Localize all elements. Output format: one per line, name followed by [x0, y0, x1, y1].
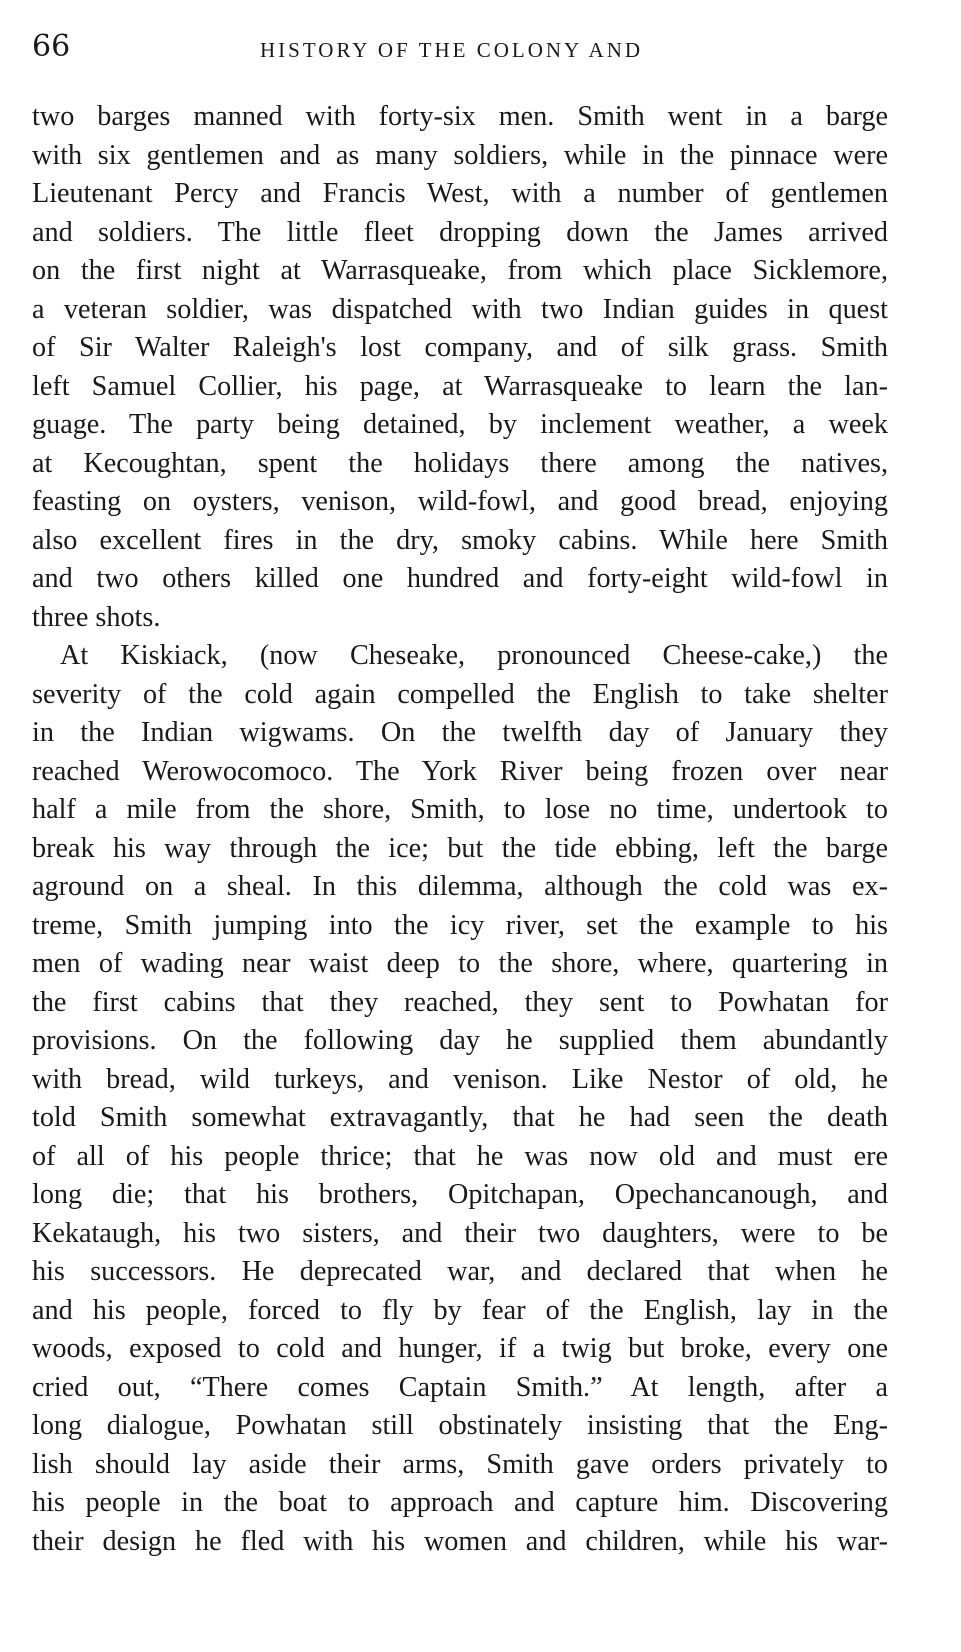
- text-line: the first cabins that they reached, they sent to Powhatan for: [32, 986, 888, 1018]
- text-line: aground on a sheal. In this dilemma, although the cold was ex-: [32, 871, 888, 902]
- text-line: feasting on oysters, venison, wild-fowl, and good bread, enjoying: [32, 486, 888, 517]
- text-line: severity of the cold again compelled the English to take shelter: [32, 678, 888, 710]
- text-line: cried out, “There comes Captain Smith.” At length, after a: [32, 1371, 888, 1403]
- body-text: [32, 98, 888, 1561]
- text-line: with six gentlemen and as many soldiers, while in the pinnace were: [32, 139, 888, 171]
- text-line: treme, Smith jumping into the icy river, set the example to his: [32, 909, 888, 941]
- text-line: long die; that his brothers, Opitchapan, Opechancanough, and: [32, 1179, 888, 1210]
- text-line: guage. The party being detained, by inclement weather, a week: [32, 409, 888, 440]
- text-line: men of wading near waist deep to the shore, where, quartering in: [32, 948, 888, 979]
- text-line: and soldiers. The little fleet dropping down the James arrived: [32, 216, 888, 248]
- text-line: his successors. He deprecated war, and declared that when he: [32, 1256, 888, 1287]
- text-line: break his way through the ice; but the tide ebbing, left the barge: [32, 832, 888, 864]
- text-line: and two others killed one hundred and forty-eight wild-fowl in: [32, 563, 888, 594]
- text-line: half a mile from the shore, Smith, to lose no time, undertook to: [32, 794, 888, 825]
- text-line: Kekataugh, his two sisters, and their two daughters, were to be: [32, 1217, 888, 1249]
- text-line: at Kecoughtan, spent the holidays there among the natives,: [32, 447, 888, 479]
- text-line: lish should lay aside their arms, Smith gave orders privately to: [32, 1448, 888, 1480]
- text-line: a veteran soldier, was dispatched with two Indian guides in quest: [32, 293, 888, 325]
- text-line: their design he fled with his women and children, while his war-: [32, 1525, 888, 1557]
- text-line: two barges manned with forty-six men. Smith went in a barge: [32, 101, 888, 132]
- text-line: of Sir Walter Raleigh's lost company, and of silk grass. Smith: [32, 332, 888, 363]
- text-line: with bread, wild turkeys, and venison. Like Nestor of old, he: [32, 1063, 888, 1095]
- text-line: provisions. On the following day he supplied them abundantly: [32, 1025, 888, 1056]
- paragraph-start-line: At Kiskiack, (now Cheseake, pronounced Cheese-cake,) the: [60, 640, 888, 671]
- paragraph-end-line: three shots.: [32, 601, 161, 633]
- text-line: long dialogue, Powhatan still obstinately insisting that the Eng-: [32, 1410, 888, 1441]
- text-line: told Smith somewhat extravagantly, that he had seen the death: [32, 1102, 888, 1133]
- text-line: in the Indian wigwams. On the twelfth day of January they: [32, 717, 888, 748]
- running-head: HISTORY OF THE COLONY AND: [260, 38, 644, 62]
- text-line: on the first night at Warrasqueake, from which place Sicklemore,: [32, 255, 888, 286]
- text-line: his people in the boat to approach and capture him. Discovering: [32, 1487, 888, 1518]
- text-line: and his people, forced to fly by fear of the English, lay in the: [32, 1294, 888, 1326]
- page-number: 66: [32, 29, 71, 64]
- text-line: also excellent fires in the dry, smoky cabins. While here Smith: [32, 524, 888, 556]
- text-line: Lieutenant Percy and Francis West, with a number of gentlemen: [32, 178, 888, 209]
- text-line: left Samuel Collier, his page, at Warrasqueake to learn the lan-: [32, 370, 888, 402]
- text-line: of all of his people thrice; that he was now old and must ere: [32, 1140, 888, 1172]
- text-line: reached Werowocomoco. The York River being frozen over near: [32, 755, 888, 787]
- text-line: woods, exposed to cold and hunger, if a twig but broke, every one: [32, 1333, 888, 1364]
